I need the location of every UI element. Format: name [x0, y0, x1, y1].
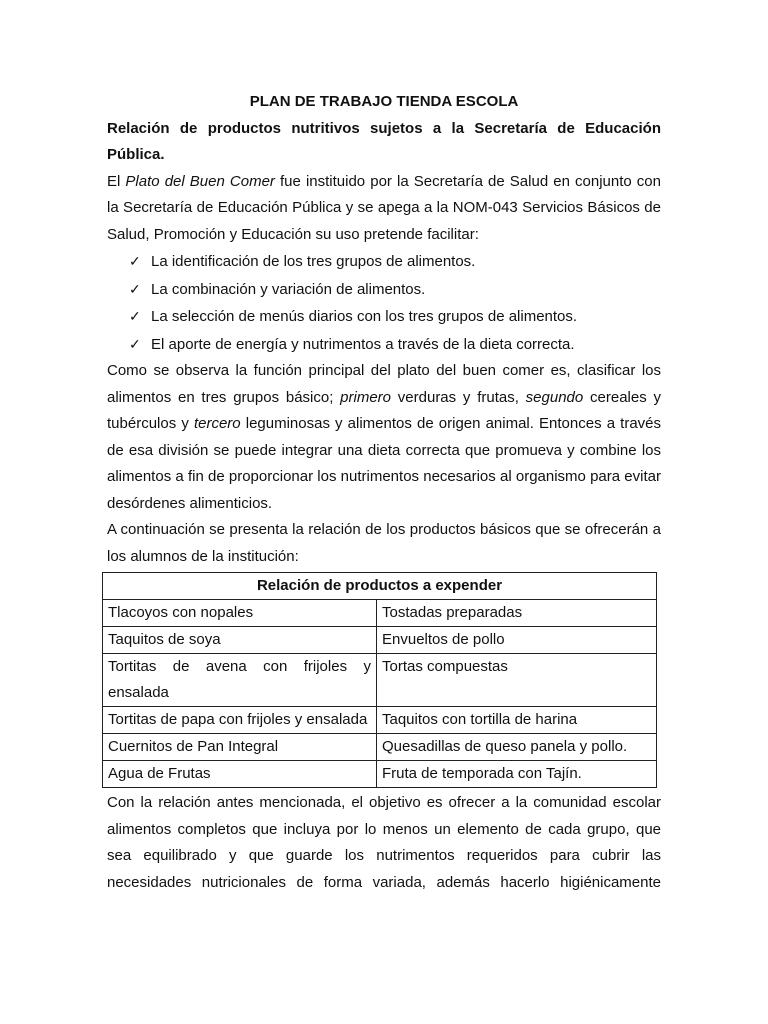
checklist-item-text: La selección de menús diarios con los tres grupos de alimentos.: [151, 308, 578, 325]
para2-italic-2: segundo: [525, 388, 584, 406]
page-title: PLAN DE TRABAJO TIENDA ESCOLA: [249, 93, 519, 110]
table-cell: Tostadas preparadas: [377, 600, 657, 627]
table-cell: Tortitas de papa con frijoles y ensalada: [103, 707, 377, 734]
checkmark-icon: ✓: [129, 253, 141, 269]
table-cell: Agua de Frutas: [103, 761, 377, 788]
para2-text-2: verduras y frutas,: [391, 388, 526, 406]
para2-text-4: leguminosas y alimentos de origen animal. Entonces a través de esa división se puede integrar una dieta correcta que promueva y combine los alimentos a fin de proporcionar los nutrimentos necesarios al organismo para evitar desórdenes alimenticios.: [107, 415, 661, 512]
table-row: [103, 627, 657, 654]
objective-paragraph: Con la relación antes mencionada, el objetivo es ofrecer a la comunidad escolar alimentos completos que incluya por lo menos un elemento de cada grupo, que sea equilibrado y que guarde los nutrimentos requeridos para cubrir las necesidades nutricionales de forma variada, además hacerlo higiénicamente: [107, 794, 661, 891]
table-row: [103, 734, 657, 761]
table-cell: Taquitos con tortilla de harina: [377, 707, 657, 734]
checkmark-icon: ✓: [129, 308, 141, 324]
table-row: [103, 707, 657, 734]
checklist: [107, 248, 661, 358]
table-cell: Tlacoyos con nopales: [103, 600, 377, 627]
para2-text-1: Como se observa la función principal del plato del buen comer es, clasificar los alimentos en tres grupos básico;: [107, 362, 661, 406]
table-intro-paragraph: A continuación se presenta la relación de los productos básicos que se ofrecerán a los alumnos de la institución:: [107, 521, 661, 565]
table-row: [103, 654, 657, 707]
table-header-row: [103, 573, 657, 600]
checklist-item: [129, 276, 661, 304]
checklist-item: [129, 303, 661, 331]
checklist-item: [129, 248, 661, 276]
checkmark-icon: ✓: [129, 335, 141, 352]
checklist-item: [129, 331, 661, 359]
table-header: Relación de productos a expender: [103, 573, 657, 600]
table-cell: Taquitos de soya: [103, 627, 377, 654]
table-cell: Envueltos de pollo: [377, 627, 657, 654]
para2-text-3: cereales y tubérculos y: [107, 388, 661, 432]
products-table: [102, 572, 657, 788]
document-body: [107, 89, 661, 896]
intro-rest: fue instituido por la Secretaría de Salud en conjunto con la Secretaría de Educación Pública y se apega a la NOM-043 Servicios Básicos de Salud, Promoción y Educación su uso pretende facilitar:: [107, 172, 661, 243]
table-row: [103, 600, 657, 627]
table-cell: Tortitas de avena con frijoles y ensalada: [103, 654, 377, 707]
checklist-item-text: La identificación de los tres grupos de alimentos.: [151, 253, 476, 270]
intro-prefix: El: [107, 172, 126, 190]
checkmark-icon: ✓: [129, 280, 141, 297]
para2-italic-3: tercero: [193, 415, 241, 432]
table-cell: Tortas compuestas: [377, 654, 657, 707]
table-cell: Quesadillas de queso panela y pollo.: [377, 734, 657, 761]
checklist-item-text: El aporte de energía y nutrimentos a través de la dieta correcta.: [151, 335, 575, 353]
checklist-item-text: La combinación y variación de alimentos.: [151, 280, 426, 298]
intro-paragraph: [107, 169, 661, 249]
table-cell: Cuernitos de Pan Integral: [103, 734, 377, 761]
para2-italic-1: primero: [340, 388, 392, 406]
table-cell: Fruta de temporada con Tajín.: [377, 761, 657, 788]
section-subtitle: Relación de productos nutritivos sujetos a la Secretaría de Educación Pública.: [107, 119, 661, 163]
classification-paragraph: [107, 358, 661, 517]
intro-italic-term: Plato del Buen Comer: [125, 172, 275, 190]
table-row: [103, 761, 657, 788]
